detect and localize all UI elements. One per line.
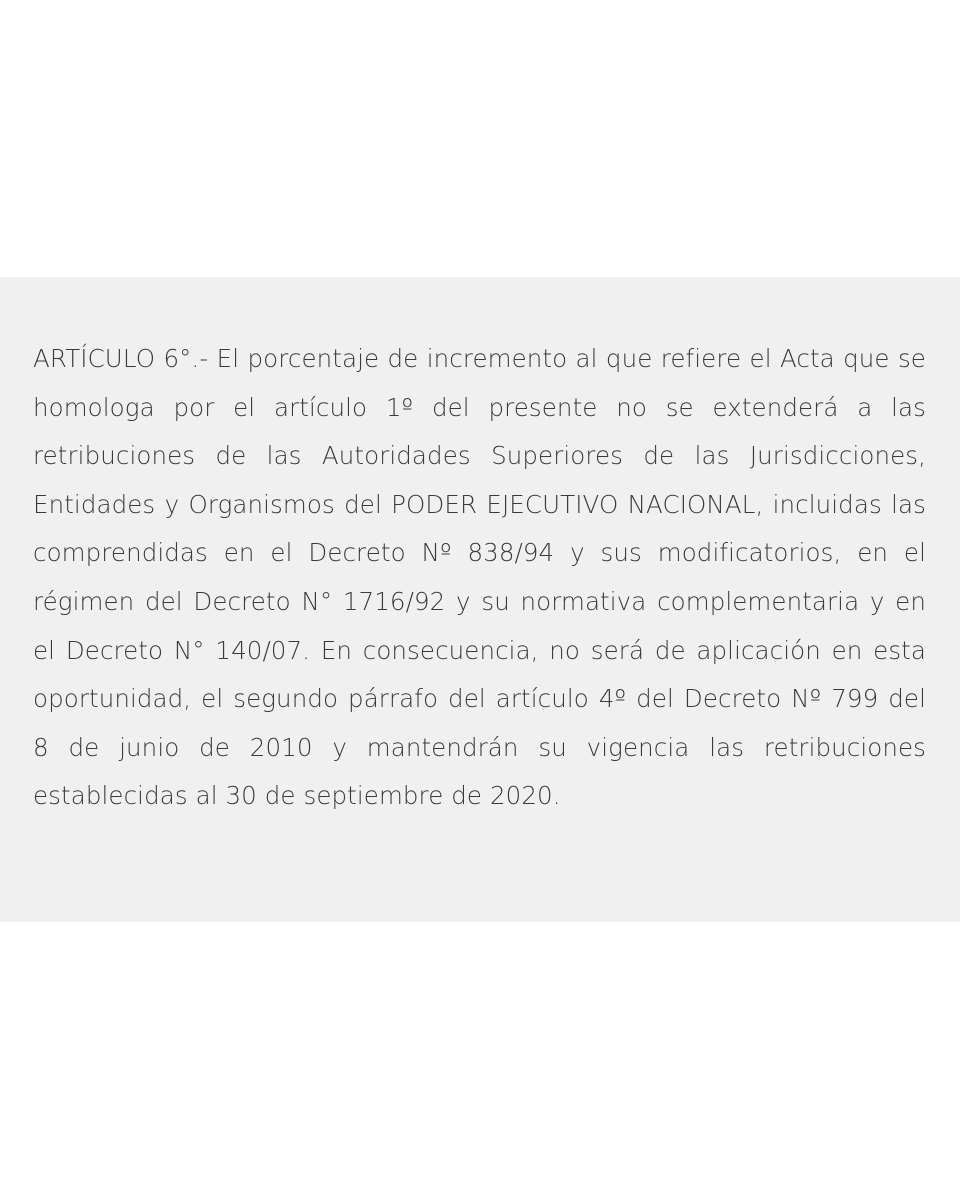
article-paragraph: ARTÍCULO 6°.- El porcentaje de incremento al que refiere el Acta que se homologa por el artículo 1º del presente no se extenderá a las retribuciones de las Autoridades Superiores de las Jurisdicciones, Entidades y Organismos del PODER EJECUTIVO NACIONAL, incluidas las comprendidas en el Decreto Nº 838/94 y sus modificatorios, en el régimen del Decreto N° 1716/92 y su normativa complementaria y en el Decreto N° 140/07. En consecuencia, no será de aplicación en esta oportunidad, el segundo párrafo del artículo 4º del Decreto Nº 799 del 8 de junio de 2010 y mantendrán su vigencia las retribuciones establecidas al 30 de septiembre de 2020. [33, 344, 926, 811]
